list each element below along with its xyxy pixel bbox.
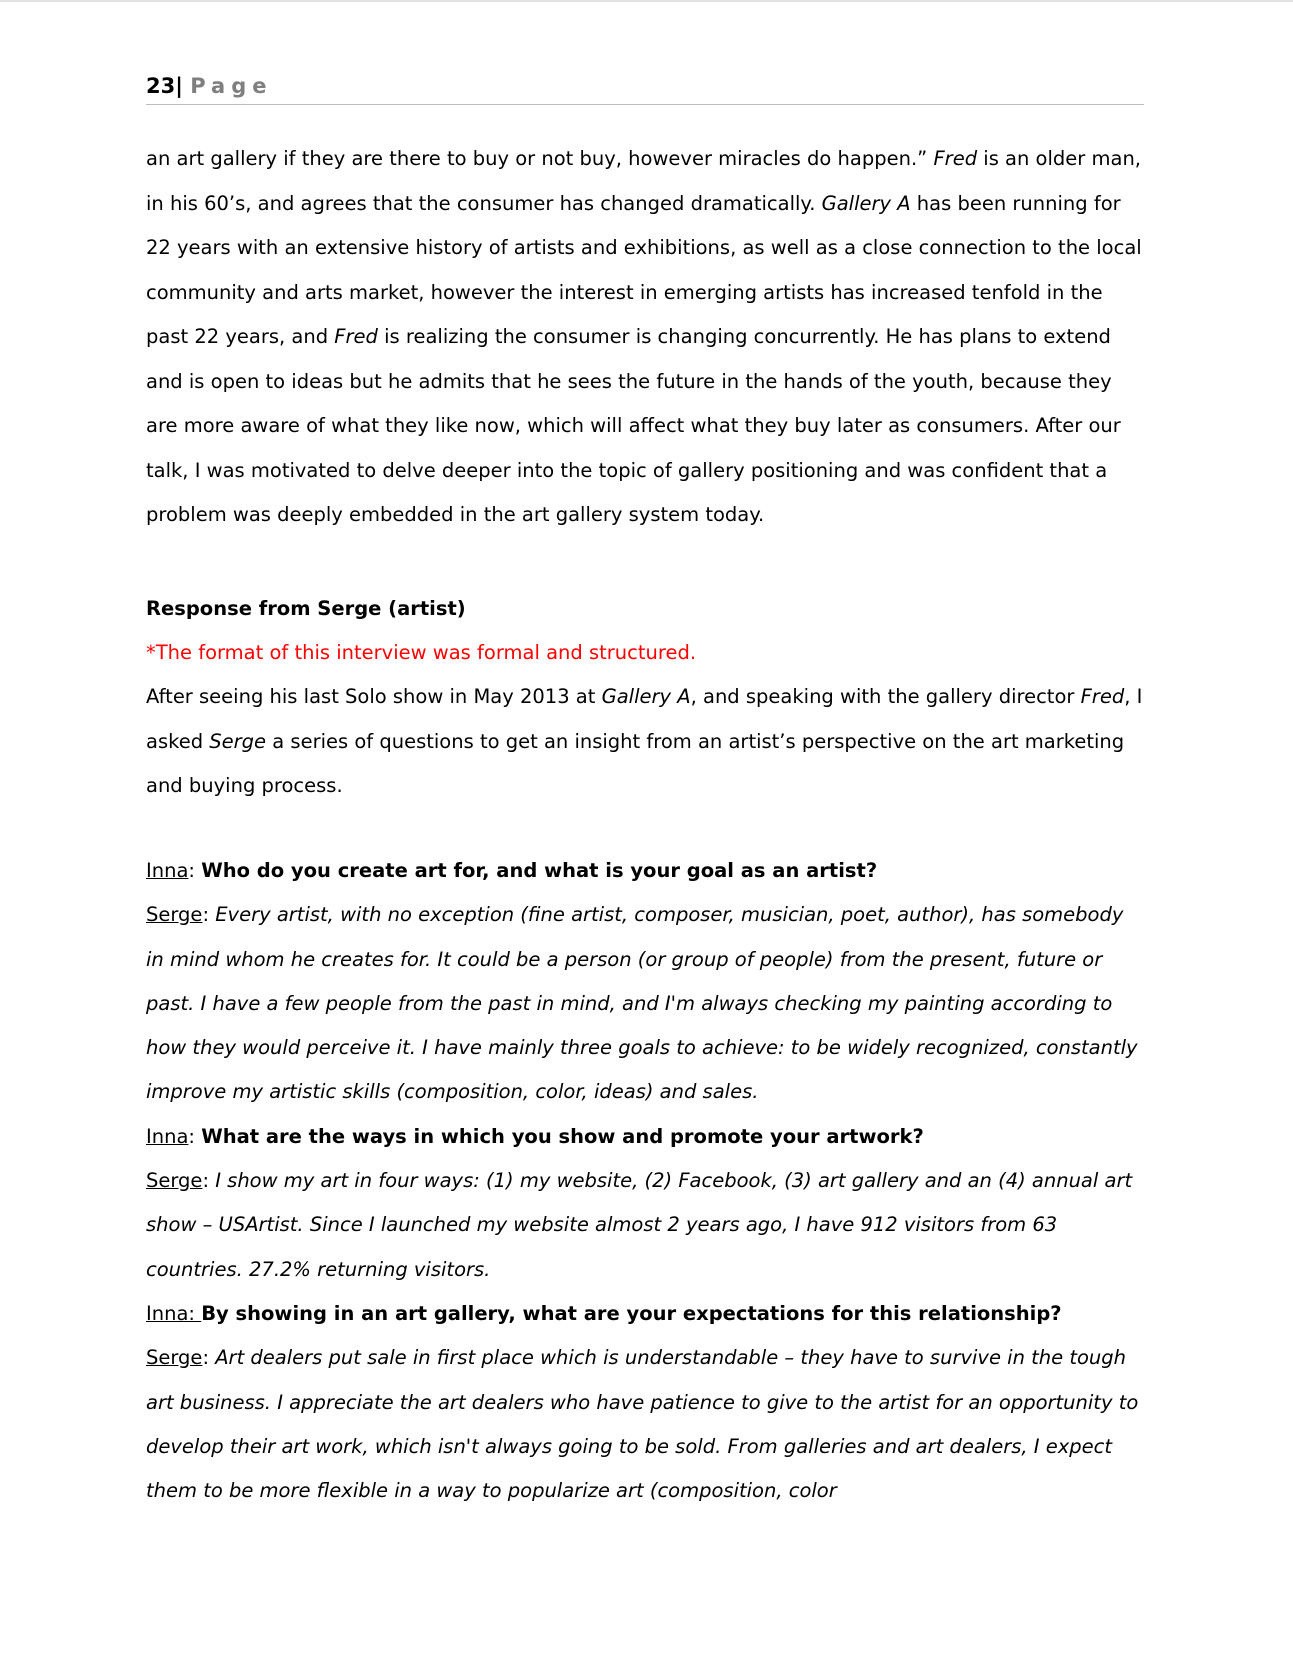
answer-text: I show my art in four ways: (1) my website, (2) Facebook, (3) art gallery and an (4) annual art show – USArtist. Since I launched my website almost 2 years ago, I have 912 visitors from 63 countries. 27.2% returning visitors. xyxy=(146,1169,1133,1281)
interview-answer xyxy=(146,1336,1144,1513)
page-number-value: 23| xyxy=(146,74,183,98)
interview-block xyxy=(146,849,1144,1513)
serge-section xyxy=(146,587,1144,809)
body-paragraph xyxy=(146,137,1144,538)
speaker-serge: Serge xyxy=(146,903,203,927)
question-text: Who do you create art for, and what is your goal as an artist? xyxy=(201,859,878,882)
top-border xyxy=(0,0,1293,2)
page-header xyxy=(146,70,1144,105)
text-run: , and speaking with the gallery director xyxy=(690,685,1081,708)
question-text: What are the ways in which you show and promote your artwork? xyxy=(201,1124,924,1148)
speaker-inna: Inna xyxy=(146,1124,189,1148)
separator: : xyxy=(202,1169,216,1193)
text-run: a series of questions to get an insight from an artist’s perspective on the art marketing and buying process. xyxy=(146,729,1125,797)
separator: : xyxy=(188,859,202,882)
speaker-inna: Inna xyxy=(146,859,189,882)
speaker-inna: Inna: xyxy=(146,1301,202,1325)
separator: : xyxy=(188,1124,202,1148)
page-word: Page xyxy=(190,74,273,98)
interview-question xyxy=(146,1115,1144,1159)
text-run: is an older man, in his 60’s, and agrees that the consumer has changed dramatically. xyxy=(146,147,1141,215)
answer-text: Every artist, with no exception (fine artist, composer, musician, poet, author), has somebody in mind whom he creates for. It could be a person (or group of people) from the present, future or past. I have a few people from the past in mind, and I'm always checking my painting according to how they would perceive it. I have mainly three goals to achieve: to be widely recognized, constantly improve my artistic skills (composition, color, ideas) and sales. xyxy=(146,903,1138,1104)
text-run: has been running for 22 years with an extensive history of artists and exhibitions, as well as a close connection to the local community and arts market, however the interest in emerging artists has increased tenfold in the past 22 years, and xyxy=(146,191,1142,348)
section-heading: Response from Serge (artist) xyxy=(146,597,466,620)
name-gallery-a: Gallery A xyxy=(821,191,911,215)
text-run: After seeing his last Solo show in May 2013 at xyxy=(146,685,602,708)
name-serge: Serge xyxy=(209,729,267,753)
speaker-serge: Serge xyxy=(146,1346,203,1370)
interview-question xyxy=(146,849,1144,893)
interview-question xyxy=(146,1292,1144,1336)
interview-answer xyxy=(146,1159,1144,1292)
name-fred: Fred xyxy=(933,147,978,170)
question-text: By showing in an art gallery, what are your expectations for this relationship? xyxy=(201,1301,1062,1325)
name-fred: Fred xyxy=(334,325,378,348)
name-gallery-a: Gallery A xyxy=(601,685,691,708)
interview-answer xyxy=(146,893,1144,1114)
text-run: an art gallery if they are there to buy or not buy, however miracles do happen.” xyxy=(146,147,934,170)
page-number xyxy=(146,74,273,98)
intro-paragraph-block xyxy=(146,137,1144,538)
answer-text: Art dealers put sale in first place which is understandable – they have to survive in the tough art business. I appreciate the art dealers who have patience to give to the artist for an opportunity to develop their art work, which isn't always going to be sold. From galleries and art dealers, I expect them to be more flexible in a way to popularize art (composition, color xyxy=(146,1346,1139,1503)
separator: : xyxy=(202,903,216,927)
separator: : xyxy=(202,1346,216,1370)
format-note: *The format of this interview was formal and structured. xyxy=(146,641,697,664)
name-fred: Fred xyxy=(1080,685,1125,708)
speaker-serge: Serge xyxy=(146,1169,203,1193)
section-intro xyxy=(146,675,1144,809)
text-run: , I asked xyxy=(146,685,1143,753)
text-run: is realizing the consumer is changing concurrently. He has plans to extend and is open to ideas but he admits that he sees the future in the hands of the youth, because they are more aware of what they like now, which will affect what they buy later as consumers. After our talk, I was motivated to delve deeper into the topic of gallery positioning and was confident that a problem was deeply embedded in the art gallery system today. xyxy=(146,325,1121,526)
